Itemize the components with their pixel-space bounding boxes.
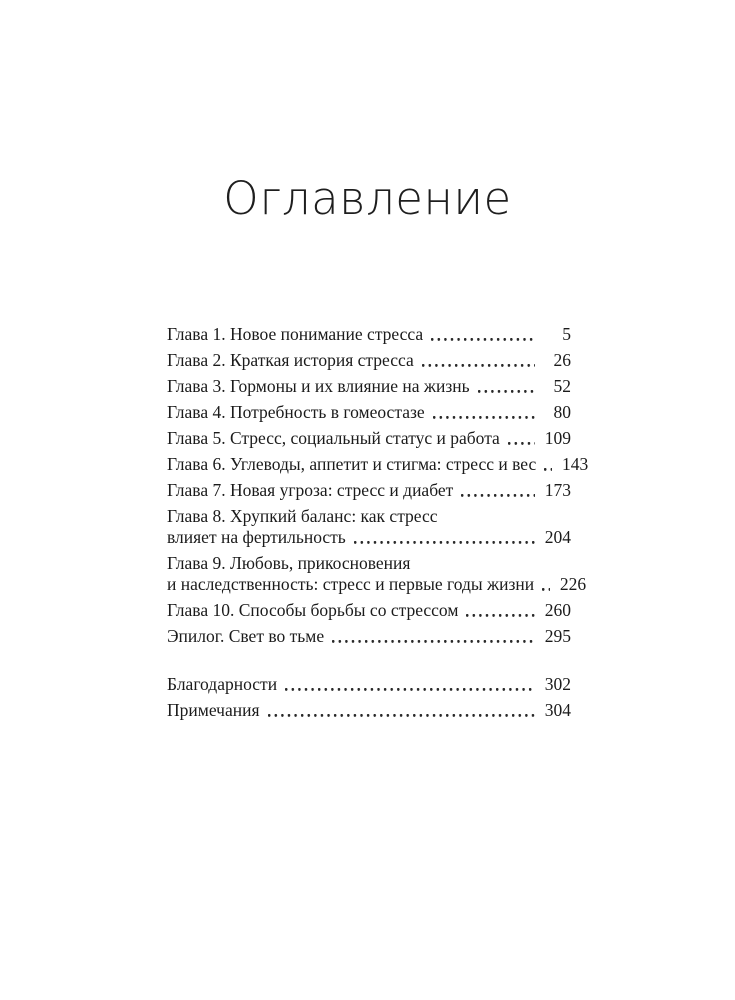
toc-entry-label: Глава 3. Гормоны и их влияние на жизнь: [167, 376, 470, 396]
leader-dots: [508, 428, 535, 449]
toc-entry: [167, 700, 571, 721]
toc-entry: [167, 402, 571, 423]
toc-entry: [167, 324, 571, 345]
toc-entry-label: Глава 6. Углеводы, аппетит и стигма: стресс и вес: [167, 454, 537, 474]
toc-entry-label: Эпилог. Свет во тьме: [167, 626, 325, 646]
toc-entry: [167, 454, 589, 475]
leader-dots: [422, 350, 535, 371]
toc-entry-line: [167, 700, 571, 721]
toc-entry: [167, 428, 571, 449]
toc-entry-label: влияет на фертильность: [167, 527, 346, 547]
leader-dots: [542, 574, 550, 595]
toc-entry-label: и наследственность: стресс и первые годы жизни: [167, 574, 535, 594]
toc-entry-label: Примечания: [167, 700, 260, 720]
page-number: 80: [553, 402, 571, 422]
leader-dots: [544, 454, 552, 475]
leader-dots: [461, 480, 535, 501]
toc-entry-label: Глава 2. Краткая история стресса: [167, 350, 414, 370]
toc-entry-line: [167, 376, 571, 397]
leader-dots: [332, 626, 535, 647]
toc-entry-line: [167, 674, 571, 695]
toc-entry-line: [167, 626, 571, 647]
toc-entry-label: Глава 8. Хрупкий баланс: как стресс: [167, 506, 438, 526]
toc-entry-line: [167, 553, 571, 574]
toc-entry-line: [167, 574, 587, 595]
page-number: 260: [544, 600, 571, 620]
page-number: 304: [544, 700, 571, 720]
page-number: 52: [553, 376, 571, 396]
toc-entry-line: [167, 402, 571, 423]
toc-chapter-list: [167, 324, 589, 647]
table-of-contents: [167, 324, 589, 721]
toc-backmatter-list: [167, 674, 571, 721]
leader-dots: [268, 700, 535, 721]
toc-entry-line: [167, 480, 571, 501]
toc-entry-line: [167, 428, 571, 449]
page-number: 302: [544, 674, 571, 694]
leader-dots: [478, 376, 535, 397]
toc-entry: [167, 674, 571, 695]
leader-dots: [354, 527, 535, 548]
page-number: 5: [562, 324, 571, 344]
toc-entry-label: Глава 9. Любовь, прикосновения: [167, 553, 411, 573]
toc-entry-label: Глава 5. Стресс, социальный статус и работа: [167, 428, 500, 448]
toc-entry-line: [167, 527, 571, 548]
toc-entry: [167, 626, 571, 647]
page-number: 204: [544, 527, 571, 547]
page-number: 226: [559, 574, 587, 594]
toc-entry: [167, 376, 571, 397]
toc-entry-label: Глава 4. Потребность в гомеостазе: [167, 402, 425, 422]
toc-entry-line: [167, 600, 571, 621]
toc-entry: [167, 506, 571, 548]
toc-entry-label: Благодарности: [167, 674, 278, 694]
leader-dots: [433, 402, 535, 423]
toc-entry-label: Глава 7. Новая угроза: стресс и диабет: [167, 480, 454, 500]
toc-entry-line: [167, 506, 571, 527]
leader-dots: [466, 600, 535, 621]
leader-dots: [431, 324, 535, 345]
page-title: Оглавление: [223, 172, 512, 225]
page-number: 295: [544, 626, 571, 646]
toc-entry: [167, 350, 571, 371]
toc-entry: [167, 553, 587, 595]
toc-entry-line: [167, 324, 571, 345]
page-number: 26: [553, 350, 571, 370]
toc-entry-line: [167, 350, 571, 371]
toc-entry: [167, 480, 571, 501]
page-number: 143: [562, 454, 589, 474]
leader-dots: [285, 674, 535, 695]
toc-entry-label: Глава 1. Новое понимание стресса: [167, 324, 424, 344]
page-number: 109: [544, 428, 571, 448]
toc-entry: [167, 600, 571, 621]
toc-entry-label: Глава 10. Способы борьбы со стрессом: [167, 600, 459, 620]
toc-entry-line: [167, 454, 589, 475]
page-number: 173: [544, 480, 571, 500]
